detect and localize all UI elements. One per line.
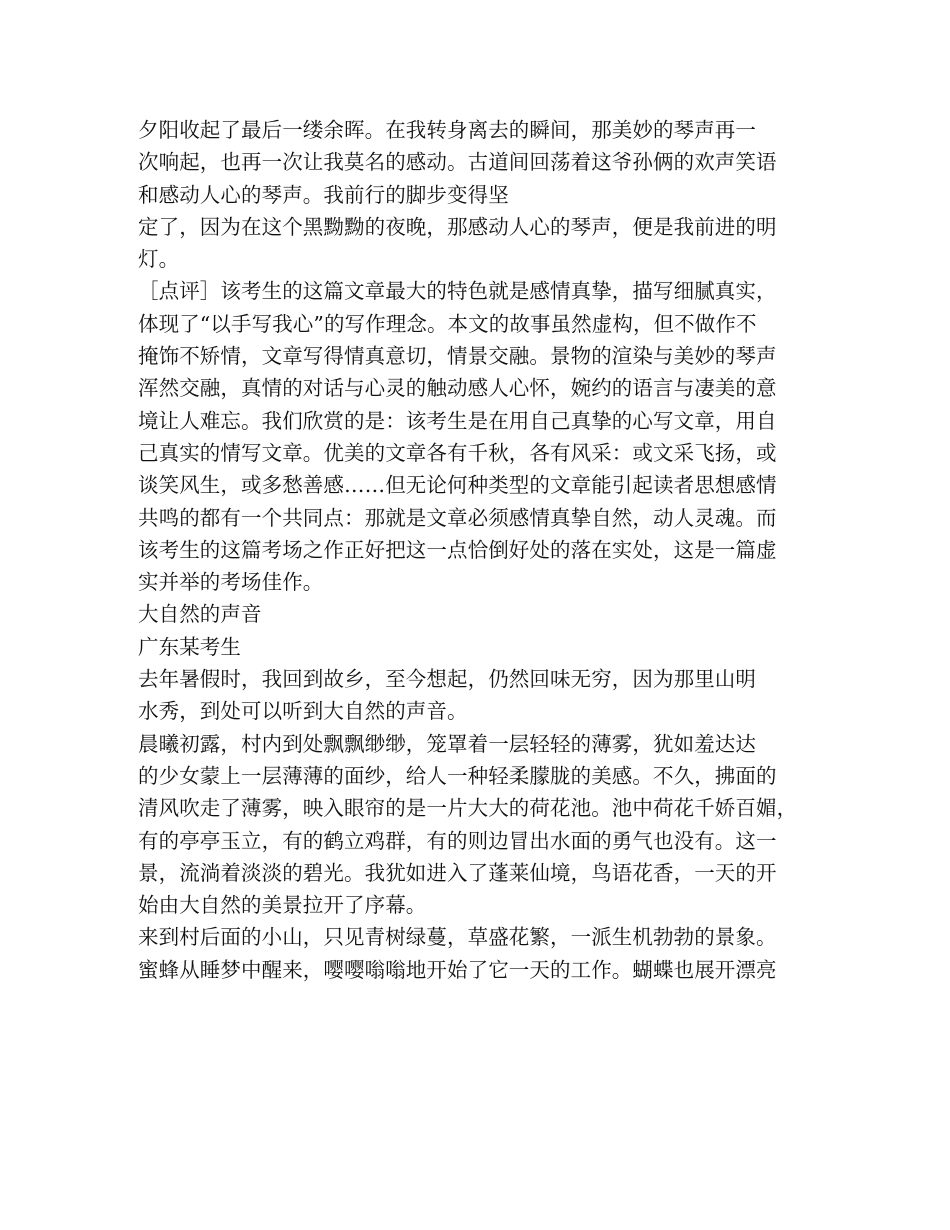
text-line: 晨曦初露，村内到处飘飘缈缈，笼罩着一层轻轻的薄雾，犹如羞达达 xyxy=(138,731,756,756)
comment-line: 浑然交融，真情的对话与心灵的触动感人心怀，婉约的语言与凄美的意 xyxy=(138,376,777,401)
text-line: 定了，因为在这个黑黝黝的夜晚，那感动人心的琴声，便是我前进的明 xyxy=(138,214,777,239)
text-line: 蜜蜂从睡梦中醒来，嘤嘤嗡嗡地开始了它一天的工作。蝴蝶也展开漂亮 xyxy=(138,957,777,982)
text-line: 始由大自然的美景拉开了序幕。 xyxy=(138,893,427,918)
comment-line: 掩饰不矫情，文章写得情真意切，情景交融。景物的渲染与美妙的琴声 xyxy=(138,344,777,369)
text-line: 水秀，到处可以听到大自然的声音。 xyxy=(138,699,468,724)
text-line: 灯。 xyxy=(138,247,180,272)
comment-line: 共鸣的都有一个共同点：那就是文章必须感情真挚自然，动人灵魂。而 xyxy=(138,505,777,530)
essay-title: 大自然的声音 xyxy=(138,602,262,627)
text-line: 来到村后面的小山，只见青树绿蔓，草盛花繁，一派生机勃勃的景象。 xyxy=(138,925,777,950)
text-line: 和感动人心的琴声。我前行的脚步变得坚 xyxy=(138,182,509,207)
text-line: 去年暑假时，我回到故乡，至今想起，仍然回味无穷，因为那里山明 xyxy=(138,667,756,692)
text-line: 次响起，也再一次让我莫名的感动。古道间回荡着这爷孙俩的欢声笑语 xyxy=(138,150,777,175)
comment-line: 境让人难忘。我们欣赏的是：该考生是在用自己真挚的心写文章，用自 xyxy=(138,408,777,433)
comment-line: 己真实的情写文章。优美的文章各有千秋，各有风采：或文采飞扬，或 xyxy=(138,440,777,465)
comment-line: 实并举的考场佳作。 xyxy=(138,570,324,595)
text-line: 夕阳收起了最后一缕余晖。在我转身离去的瞬间，那美妙的琴声再一 xyxy=(138,118,756,142)
essay-author: 广东某考生 xyxy=(138,634,241,659)
comment-line: 该考生的这篇考场之作正好把这一点恰倒好处的落在实处，这是一篇虚 xyxy=(138,537,777,562)
comment-line: 谈笑风生，或多愁善感……但无论何种类型的文章能引起读者思想感情 xyxy=(138,473,777,498)
comment-line: 体现了“以手写我心”的写作理念。本文的故事虽然虚构，但不做作不 xyxy=(138,311,757,336)
text-line: 景，流淌着淡淡的碧光。我犹如进入了蓬莱仙境，鸟语花香，一天的开 xyxy=(138,860,777,885)
text-line: 的少女蒙上一层薄薄的面纱，给人一种轻柔朦胧的美感。不久，拂面的 xyxy=(138,763,777,788)
comment-line: ［点评］该考生的这篇文章最大的特色就是感情真挚，描写细腻真实， xyxy=(138,279,777,304)
text-line: 有的亭亭玉立，有的鹤立鸡群，有的则边冒出水面的勇气也没有。这一 xyxy=(138,828,777,853)
text-line: 清风吹走了薄雾，映入眼帘的是一片大大的荷花池。池中荷花千娇百媚， xyxy=(138,796,798,821)
document-body xyxy=(138,114,828,986)
